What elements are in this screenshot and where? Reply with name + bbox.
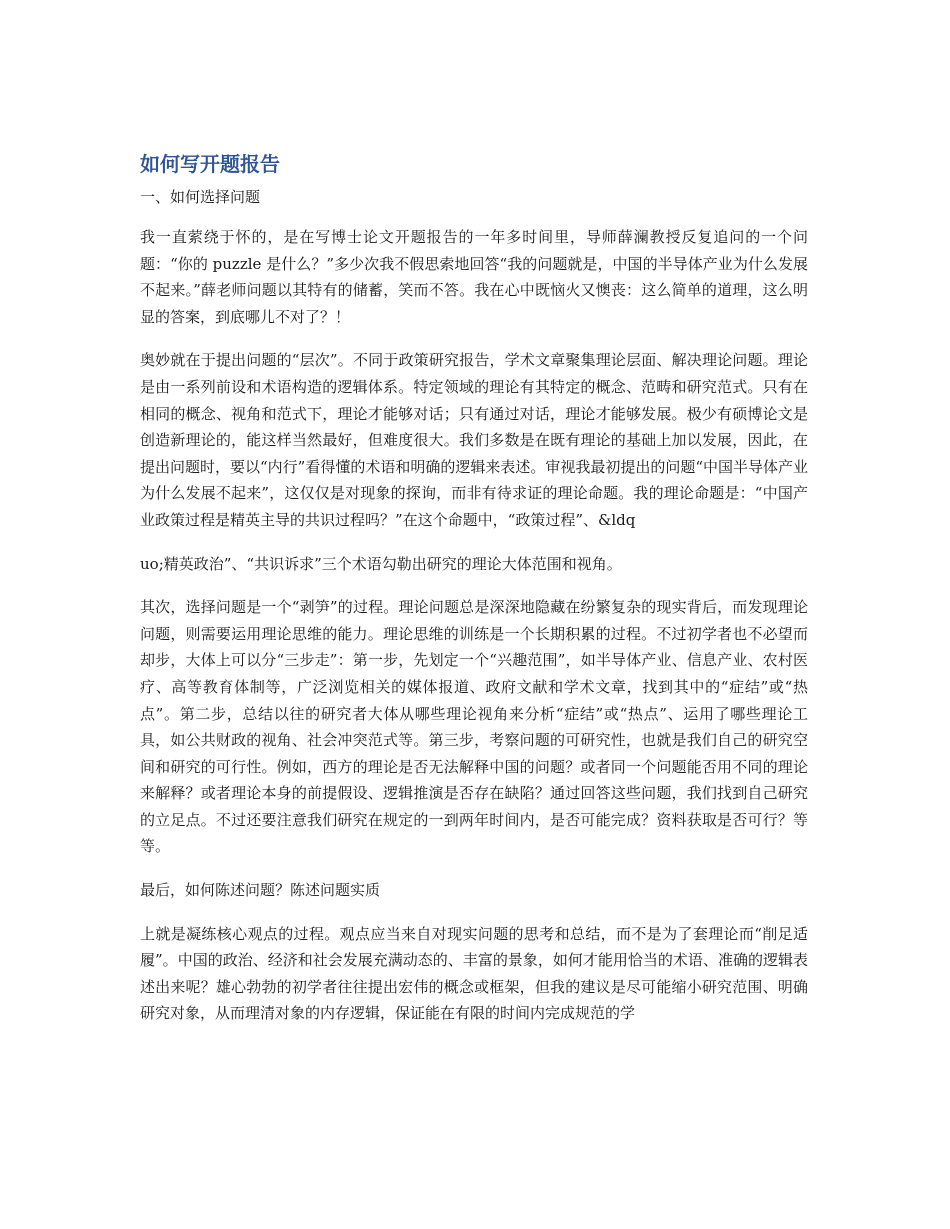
- paragraph-2: 奥妙就在于提出问题的“层次”。不同于政策研究报告，学术文章聚集理论层面、解决理论问题。理论是由一系列前设和术语构造的逻辑体系。特定领域的理论有其特定的概念、范畴和研究范式。只有在相同的概念、视角和范式下，理论才能够对话；只有通过对话，理论才能够发展。极少有硕博论文是创造新理论的，能这样当然最好，但难度很大。我们多数是在既有理论的基础上加以发展，因此，在提出问题时，要以“内行”看得懂的术语和明确的逻辑来表述。审视我最初提出的问题“中国半导体产业为什么发展不起来”，这仅仅是对现象的探询，而非有待求证的理论命题。我的理论命题是：“中国产业政策过程是精英主导的共识过程吗？”在这个命题中，“政策过程”、&ldq: [140, 351, 809, 529]
- paragraph-3: uo;精英政治”、“共识诉求”三个术语勾勒出研究的理论大体范围和视角。: [140, 554, 622, 573]
- paragraph-6: 上就是凝练核心观点的过程。观点应当来自对现实问题的思考和总结，而不是为了套理论而“削足适履”。中国的政治、经济和社会发展充满动态的、丰富的景象，如何才能用恰当的术语、准确的逻辑表述出来呢？雄心勃勃的初学者往往提出宏伟的概念或框架，但我的建议是尽可能缩小研究范围、明确研究对象，从而理清对象的内存逻辑，保证能在有限的时间内完成规范的学: [140, 924, 808, 1023]
- paragraph-5: 最后，如何陈述问题？陈述问题实质: [140, 881, 381, 900]
- document-title: 如何写开题报告: [140, 152, 280, 176]
- document-page: [140, 148, 808, 1044]
- section-heading: 一、如何选择问题: [140, 188, 261, 206]
- paragraph-4: 其次，选择问题是一个“剥笋”的过程。理论问题总是深深地隐藏在纷繁复杂的现实背后，而发现理论问题，则需要运用理论思维的能力。理论思维的训练是一个长期积累的过程。不过初学者也不必望而却步，大体上可以分“三步走”：第一步，先划定一个“兴趣范围”，如半导体产业、信息产业、农村医疗、高等教育体制等，广泛浏览相关的媒体报道、政府文献和学术文章，找到其中的“症结”或“热点”。第二步，总结以往的研究者大体从哪些理论视角来分析“症结”或“热点”、运用了哪些理论工具，如公共财政的视角、社会冲突范式等。第三步，考察问题的可研究性，也就是我们自己的研究空间和研究的可行性。例如，西方的理论是否无法解释中国的问题？或者同一个问题能否用不同的理论来解释？或者理论本身的前提假设、逻辑推演是否存在缺陷？通过回答这些问题，我们找到自己研究的立足点。不过还要注意我们研究在规定的一到两年时间内，是否可能完成？资料获取是否可行？等等。: [140, 598, 808, 856]
- paragraph-1: 我一直萦绕于怀的，是在写博士论文开题报告的一年多时间里，导师薛澜教授反复追问的一个问题：“你的 puzzle 是什么？”多少次我不假思索地回答“我的问题就是，中国的半导体产业为什么发展不起来。”薛老师问题以其特有的储蓄，笑而不答。我在心中既恼火又懊丧：这么简单的道理，这么明显的答案，到底哪儿不对了？！: [140, 228, 808, 326]
